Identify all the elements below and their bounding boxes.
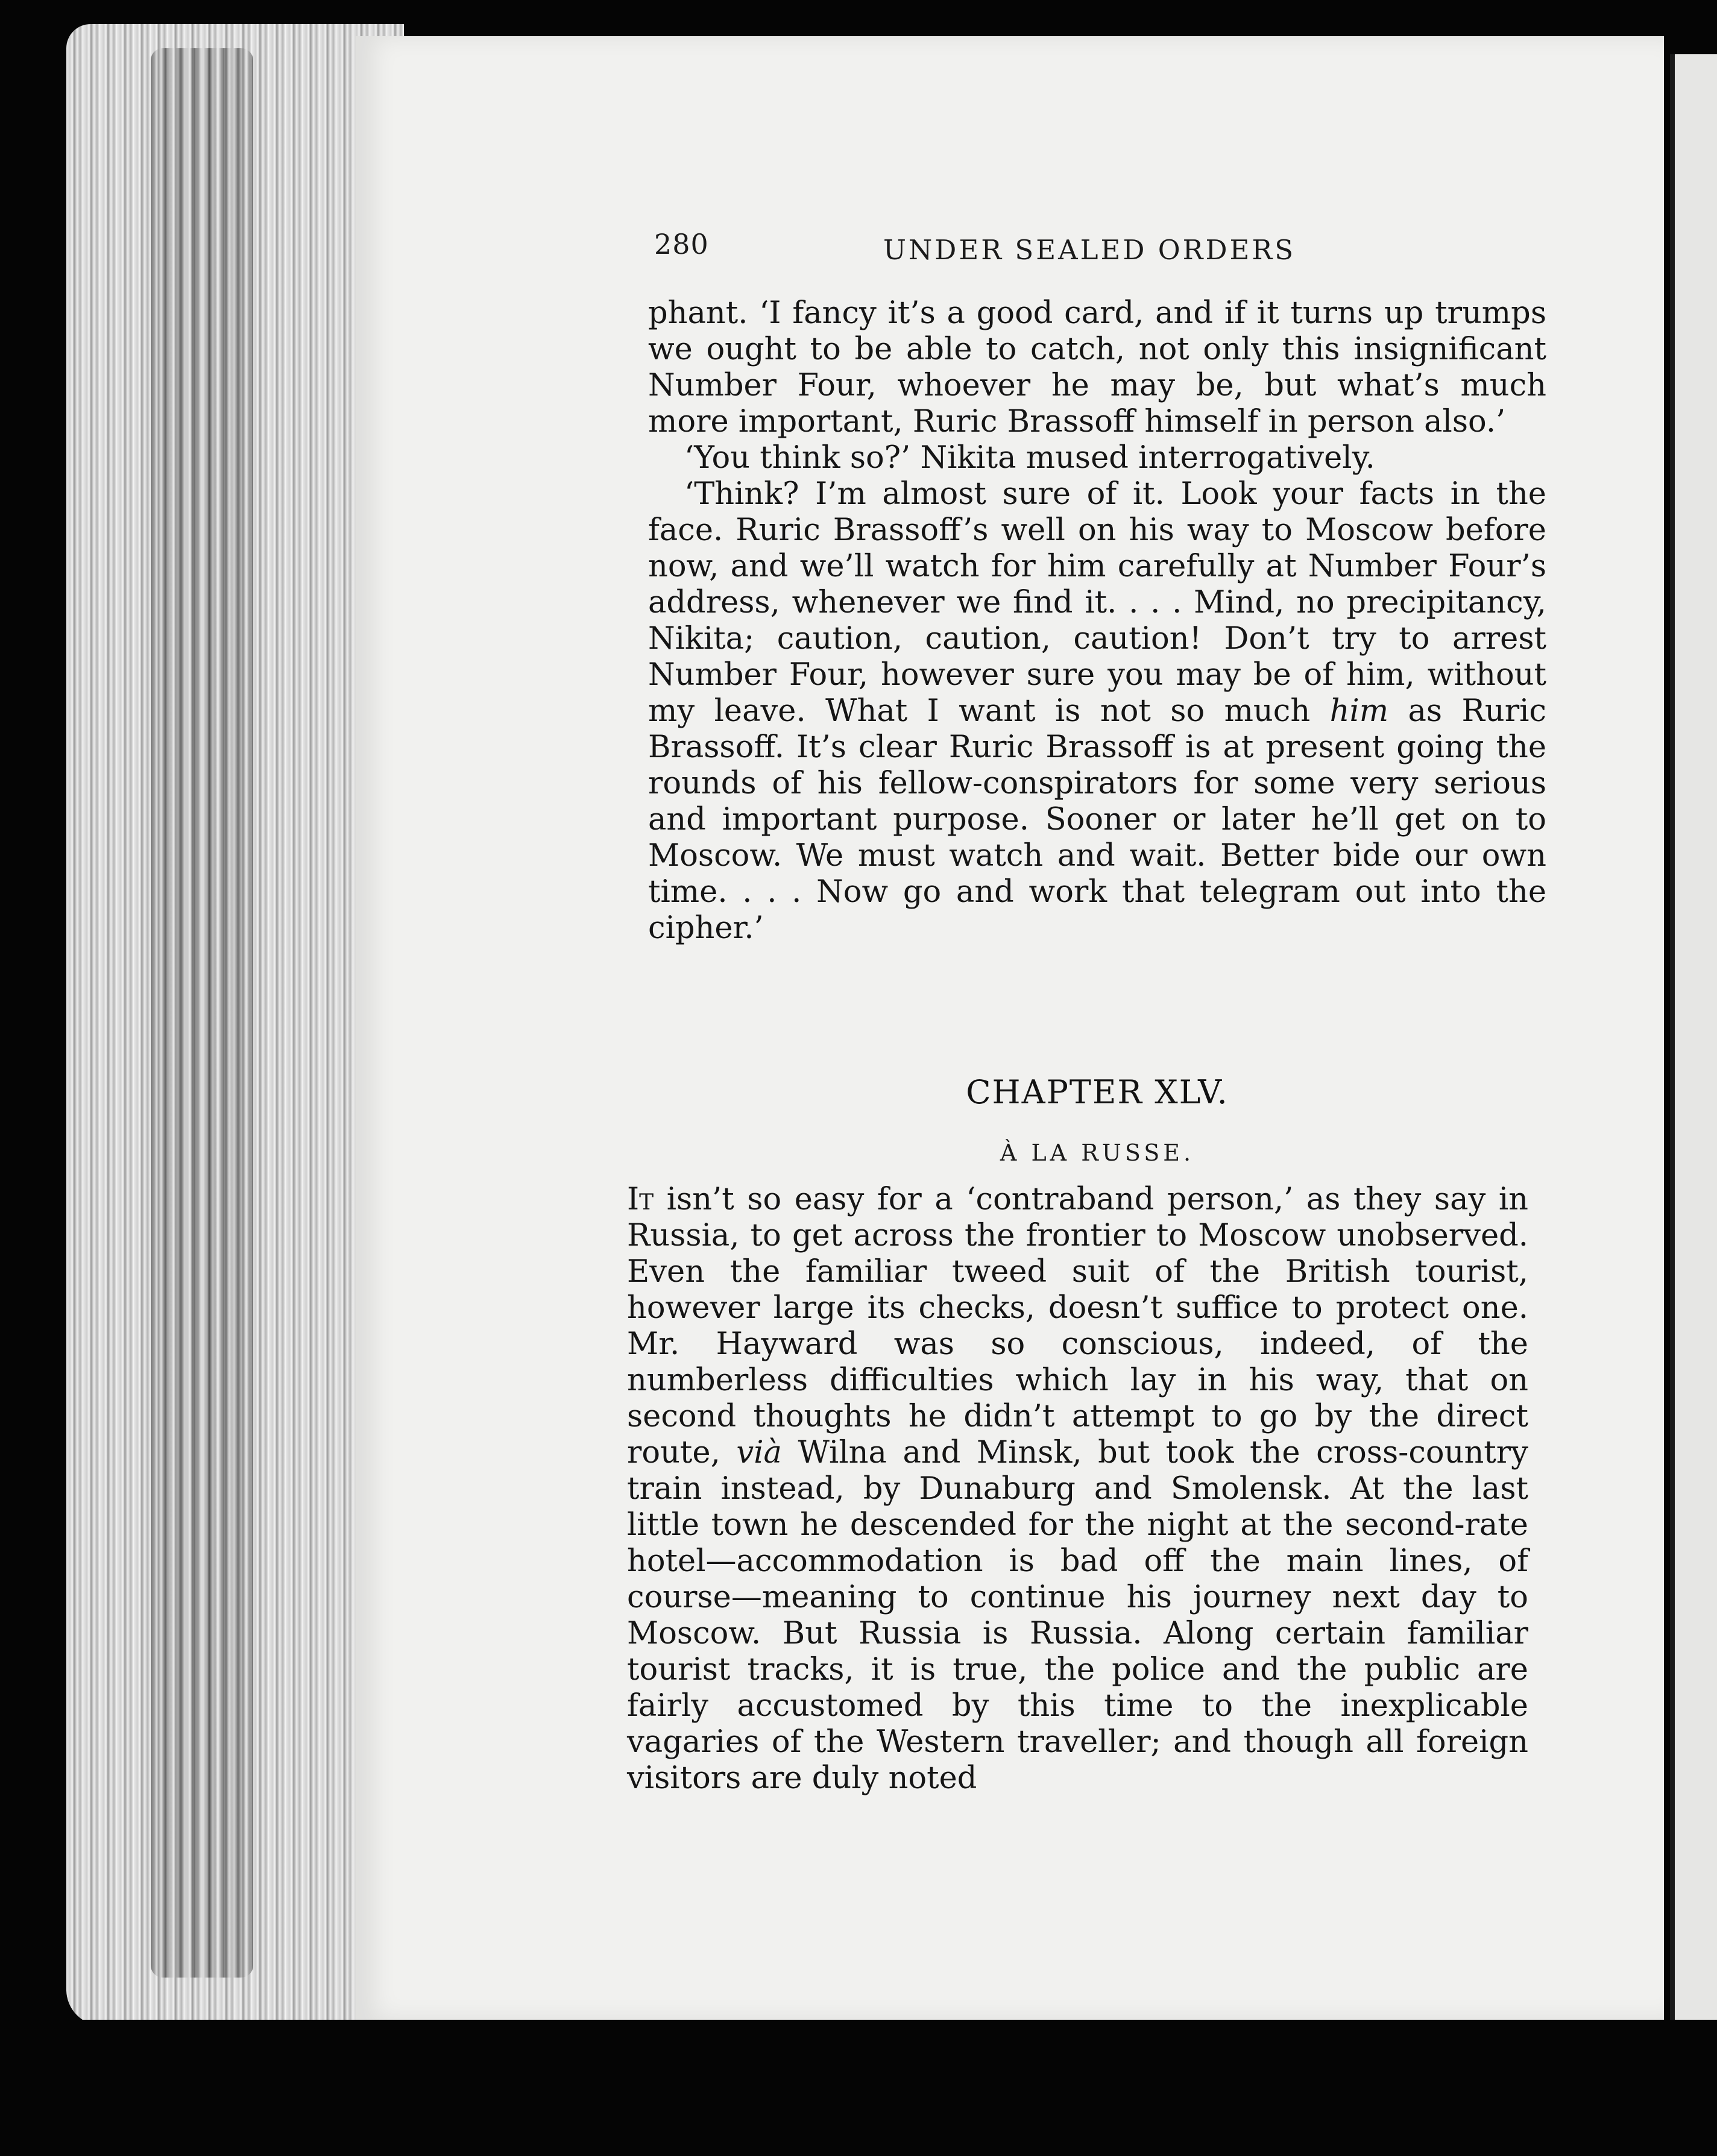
paragraph: ‘Think? I’m almost sure of it. Look your facts in the face. Ruric Brassoff’s well on his way to Moscow before now, and we’ll watch for him carefully at Number Four’s address, whenever we find it. . . . Mind, no precipitancy, Nikita; caution, caution, caution! Don’t try to arrest Number Four, however sure you may be of him, without my leave. What I want is not so much him as Ruric Brassoff. It’s clear Ruric Brassoff is at present going the rounds of his fellow-conspirators for some very serious and important purpose. Sooner or later he’ll get on to Moscow. We must watch and wait. Better bide our own time. . . . Now go and work that telegram out into the cipher.’ [648,476,1546,946]
chapter-subtitle: À LA RUSSE. [1000,1139,1195,1166]
italic-text: him [1329,693,1389,729]
page-header [654,228,1552,282]
text-block-chapter-opening [627,1182,1528,1797]
paragraph: phant. ‘I fancy it’s a good card, and if it turns up trumps we ought to be able to catch, not only this insignificant Number Four, whoever he may be, but what’s much more important, Ruric Brassoff himself in person also.’ [648,295,1546,440]
next-page-edge [1670,54,1717,2020]
chapter-title: CHAPTER XLV. [966,1073,1229,1111]
running-title: UNDER SEALED ORDERS [883,234,1296,266]
opening-word: It [627,1182,654,1217]
text-block-continuation [648,295,1546,947]
book-edge-shading [151,48,253,1978]
paragraph: ‘You think so?’ Nikita mused interrogatively. [684,440,1375,476]
italic-text: vià [736,1435,782,1470]
paragraph: It isn’t so easy for a ‘contraband person,’ as they say in Russia, to get across the frontier to Moscow unobserved. Even the familiar tweed suit of the British tourist, however large its checks, doesn’t suffice to protect one. Mr. Hayward was so conscious, indeed, of the numberless difficulties which lay in his way, that on second thoughts he didn’t attempt to go by the direct route, vià Wilna and Minsk, but took the cross-country train instead, by Dunaburg and Smolensk. At the last little town he descended for the night at the second-rate hotel—accommodation is bad off the main lines, of course—meaning to continue his journey next day to Moscow. But Russia is Russia. Along certain familiar tourist tracks, it is true, the police and the public are fairly accustomed by this time to the inexplicable vagaries of the Western traveller; and though all foreign visitors are duly noted [627,1182,1528,1796]
page-number: 280 [654,228,709,260]
bottom-shadow [72,2020,1717,2156]
